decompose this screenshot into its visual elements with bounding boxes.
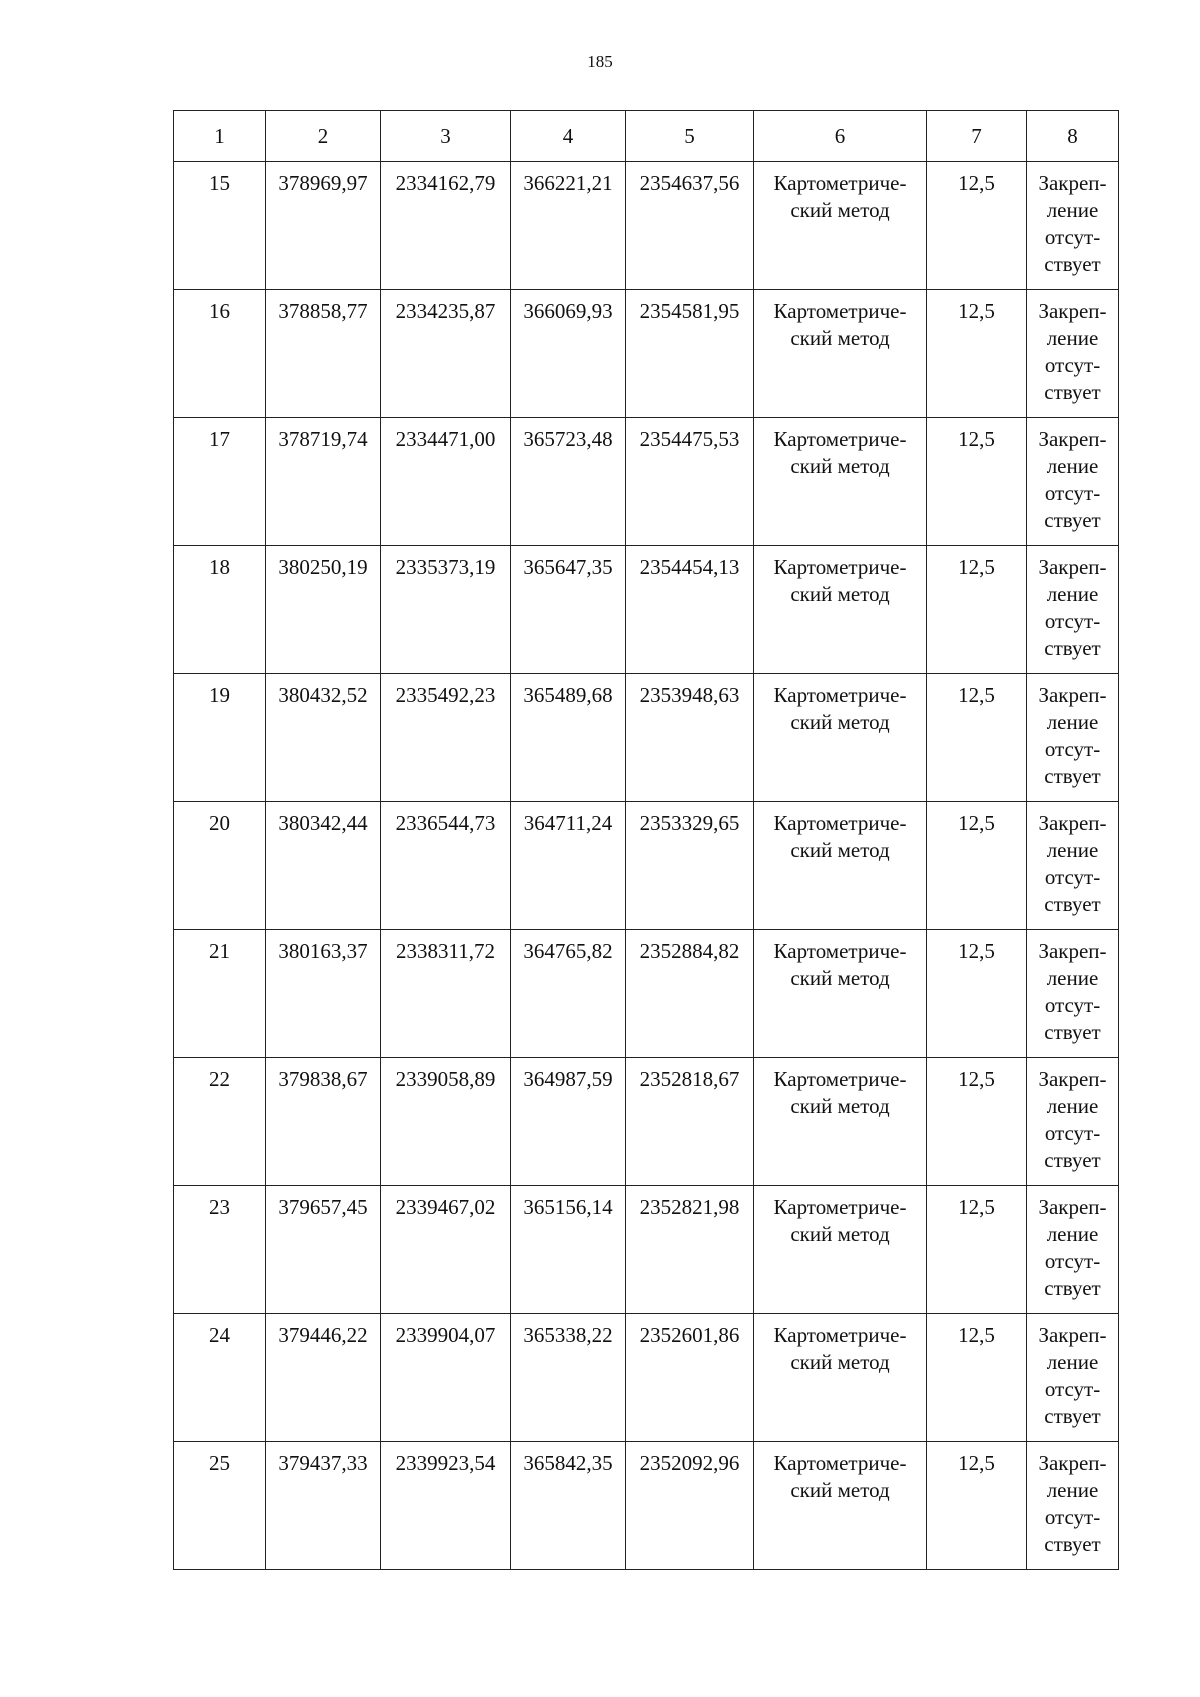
precision-cell: 12,5 (927, 930, 1027, 1058)
method-cell (754, 802, 927, 930)
precision-cell: 12,5 (927, 674, 1027, 802)
method-line: ский метод (790, 1094, 890, 1118)
fixing-line: ствует (1044, 1020, 1101, 1044)
x-coordinate-2-cell: 365156,14 (511, 1186, 626, 1314)
method-cell (754, 418, 927, 546)
fixing-line: Закреп- (1038, 1195, 1107, 1219)
y-coordinate-2-cell: 2354581,95 (626, 290, 754, 418)
fixing-line: Закреп- (1038, 1323, 1107, 1347)
method-cell (754, 1058, 927, 1186)
fixing-line: ствует (1044, 1404, 1101, 1428)
table-row (174, 290, 1119, 418)
x-coordinate-cell: 380432,52 (266, 674, 381, 802)
point-number-cell: 19 (174, 674, 266, 802)
method-line: ский метод (790, 198, 890, 222)
coordinates-table (173, 110, 1119, 1570)
fixing-line: ствует (1044, 764, 1101, 788)
header-row (174, 111, 1119, 162)
fixing-line: отсут- (1044, 1377, 1101, 1401)
fixing-line: ствует (1044, 252, 1101, 276)
fixing-line: отсут- (1044, 1121, 1101, 1145)
point-number-cell: 17 (174, 418, 266, 546)
fixing-line: отсут- (1044, 481, 1101, 505)
y-coordinate-cell: 2334471,00 (381, 418, 511, 546)
method-cell (754, 1442, 927, 1570)
fixing-line: ление (1046, 710, 1099, 734)
x-coordinate-cell: 380250,19 (266, 546, 381, 674)
fixing-line: ление (1046, 326, 1099, 350)
y-coordinate-cell: 2339058,89 (381, 1058, 511, 1186)
method-line: Картометриче- (773, 811, 907, 835)
x-coordinate-2-cell: 365723,48 (511, 418, 626, 546)
x-coordinate-2-cell: 364987,59 (511, 1058, 626, 1186)
point-number-cell: 25 (174, 1442, 266, 1570)
fixing-line: Закреп- (1038, 427, 1107, 451)
method-line: Картометриче- (773, 1067, 907, 1091)
fixing-cell (1027, 674, 1119, 802)
y-coordinate-2-cell: 2352884,82 (626, 930, 754, 1058)
method-cell (754, 290, 927, 418)
x-coordinate-2-cell: 366069,93 (511, 290, 626, 418)
x-coordinate-cell: 379437,33 (266, 1442, 381, 1570)
fixing-line: отсут- (1044, 993, 1101, 1017)
fixing-line: ствует (1044, 1276, 1101, 1300)
y-coordinate-2-cell: 2352092,96 (626, 1442, 754, 1570)
fixing-line: ление (1046, 966, 1099, 990)
fixing-line: Закреп- (1038, 939, 1107, 963)
precision-cell: 12,5 (927, 1186, 1027, 1314)
method-cell (754, 546, 927, 674)
fixing-line: ление (1046, 454, 1099, 478)
x-coordinate-cell: 380163,37 (266, 930, 381, 1058)
point-number-cell: 24 (174, 1314, 266, 1442)
method-line: Картометриче- (773, 939, 907, 963)
fixing-line: отсут- (1044, 1249, 1101, 1273)
method-line: ский метод (790, 1222, 890, 1246)
y-coordinate-2-cell: 2352601,86 (626, 1314, 754, 1442)
fixing-line: ление (1046, 582, 1099, 606)
fixing-cell (1027, 802, 1119, 930)
method-line: ский метод (790, 838, 890, 862)
point-number-cell: 15 (174, 162, 266, 290)
method-cell (754, 1314, 927, 1442)
point-number-cell: 16 (174, 290, 266, 418)
fixing-cell (1027, 290, 1119, 418)
table-row (174, 1442, 1119, 1570)
fixing-line: ствует (1044, 1532, 1101, 1556)
method-line: ский метод (790, 710, 890, 734)
fixing-line: отсут- (1044, 737, 1101, 761)
precision-cell: 12,5 (927, 290, 1027, 418)
fixing-line: ление (1046, 1094, 1099, 1118)
fixing-line: ствует (1044, 1148, 1101, 1172)
precision-cell: 12,5 (927, 1314, 1027, 1442)
table-body (174, 162, 1119, 1570)
y-coordinate-cell: 2338311,72 (381, 930, 511, 1058)
fixing-cell (1027, 1442, 1119, 1570)
fixing-line: ление (1046, 1222, 1099, 1246)
point-number-cell: 18 (174, 546, 266, 674)
fixing-line: ление (1046, 1478, 1099, 1502)
precision-cell: 12,5 (927, 1442, 1027, 1570)
fixing-line: отсут- (1044, 225, 1101, 249)
x-coordinate-cell: 378719,74 (266, 418, 381, 546)
y-coordinate-cell: 2339467,02 (381, 1186, 511, 1314)
method-line: Картометриче- (773, 1451, 907, 1475)
header-col-4: 4 (511, 111, 626, 162)
fixing-cell (1027, 546, 1119, 674)
table-row (174, 162, 1119, 290)
y-coordinate-cell: 2334162,79 (381, 162, 511, 290)
y-coordinate-2-cell: 2352818,67 (626, 1058, 754, 1186)
precision-cell: 12,5 (927, 418, 1027, 546)
header-col-8: 8 (1027, 111, 1119, 162)
point-number-cell: 21 (174, 930, 266, 1058)
fixing-line: отсут- (1044, 865, 1101, 889)
fixing-cell (1027, 930, 1119, 1058)
y-coordinate-2-cell: 2353948,63 (626, 674, 754, 802)
method-line: Картометриче- (773, 171, 907, 195)
fixing-line: ствует (1044, 380, 1101, 404)
header-col-2: 2 (266, 111, 381, 162)
method-cell (754, 162, 927, 290)
x-coordinate-2-cell: 365647,35 (511, 546, 626, 674)
fixing-line: Закреп- (1038, 171, 1107, 195)
method-line: Картометриче- (773, 1195, 907, 1219)
x-coordinate-cell: 378858,77 (266, 290, 381, 418)
fixing-cell (1027, 1058, 1119, 1186)
table-row (174, 418, 1119, 546)
x-coordinate-2-cell: 365842,35 (511, 1442, 626, 1570)
fixing-cell (1027, 1186, 1119, 1314)
table-row (174, 930, 1119, 1058)
method-line: Картометриче- (773, 299, 907, 323)
header-col-7: 7 (927, 111, 1027, 162)
table-row (174, 1314, 1119, 1442)
method-line: Картометриче- (773, 683, 907, 707)
method-line: ский метод (790, 966, 890, 990)
precision-cell: 12,5 (927, 1058, 1027, 1186)
fixing-line: Закреп- (1038, 299, 1107, 323)
method-cell (754, 930, 927, 1058)
y-coordinate-2-cell: 2352821,98 (626, 1186, 754, 1314)
x-coordinate-cell: 380342,44 (266, 802, 381, 930)
fixing-line: ствует (1044, 508, 1101, 532)
y-coordinate-2-cell: 2354475,53 (626, 418, 754, 546)
method-line: ский метод (790, 454, 890, 478)
fixing-line: Закреп- (1038, 1067, 1107, 1091)
fixing-line: ствует (1044, 636, 1101, 660)
method-cell (754, 1186, 927, 1314)
fixing-line: Закреп- (1038, 811, 1107, 835)
method-line: ский метод (790, 1478, 890, 1502)
page-number: 185 (587, 52, 613, 71)
y-coordinate-cell: 2335492,23 (381, 674, 511, 802)
method-cell (754, 674, 927, 802)
table-row (174, 802, 1119, 930)
x-coordinate-2-cell: 364711,24 (511, 802, 626, 930)
precision-cell: 12,5 (927, 546, 1027, 674)
fixing-line: отсут- (1044, 353, 1101, 377)
fixing-line: ление (1046, 198, 1099, 222)
fixing-cell (1027, 418, 1119, 546)
table-row (174, 1058, 1119, 1186)
fixing-line: Закреп- (1038, 1451, 1107, 1475)
x-coordinate-cell: 379838,67 (266, 1058, 381, 1186)
x-coordinate-2-cell: 364765,82 (511, 930, 626, 1058)
method-line: ский метод (790, 582, 890, 606)
fixing-line: ление (1046, 838, 1099, 862)
y-coordinate-2-cell: 2353329,65 (626, 802, 754, 930)
x-coordinate-cell: 379446,22 (266, 1314, 381, 1442)
header-col-3: 3 (381, 111, 511, 162)
x-coordinate-cell: 378969,97 (266, 162, 381, 290)
fixing-line: ление (1046, 1350, 1099, 1374)
point-number-cell: 22 (174, 1058, 266, 1186)
method-line: Картометриче- (773, 427, 907, 451)
fixing-line: Закреп- (1038, 683, 1107, 707)
method-line: ский метод (790, 1350, 890, 1374)
fixing-line: ствует (1044, 892, 1101, 916)
y-coordinate-cell: 2334235,87 (381, 290, 511, 418)
precision-cell: 12,5 (927, 162, 1027, 290)
x-coordinate-2-cell: 365338,22 (511, 1314, 626, 1442)
y-coordinate-cell: 2336544,73 (381, 802, 511, 930)
header-col-6: 6 (754, 111, 927, 162)
fixing-line: отсут- (1044, 609, 1101, 633)
x-coordinate-2-cell: 365489,68 (511, 674, 626, 802)
fixing-line: отсут- (1044, 1505, 1101, 1529)
table-row (174, 546, 1119, 674)
x-coordinate-2-cell: 366221,21 (511, 162, 626, 290)
y-coordinate-2-cell: 2354454,13 (626, 546, 754, 674)
header-col-5: 5 (626, 111, 754, 162)
fixing-line: Закреп- (1038, 555, 1107, 579)
header-col-1: 1 (174, 111, 266, 162)
table-header (174, 111, 1119, 162)
fixing-cell (1027, 162, 1119, 290)
point-number-cell: 20 (174, 802, 266, 930)
table-row (174, 1186, 1119, 1314)
y-coordinate-cell: 2335373,19 (381, 546, 511, 674)
x-coordinate-cell: 379657,45 (266, 1186, 381, 1314)
precision-cell: 12,5 (927, 802, 1027, 930)
y-coordinate-cell: 2339923,54 (381, 1442, 511, 1570)
table-row (174, 674, 1119, 802)
method-line: Картометриче- (773, 555, 907, 579)
y-coordinate-cell: 2339904,07 (381, 1314, 511, 1442)
point-number-cell: 23 (174, 1186, 266, 1314)
method-line: ский метод (790, 326, 890, 350)
fixing-cell (1027, 1314, 1119, 1442)
method-line: Картометриче- (773, 1323, 907, 1347)
y-coordinate-2-cell: 2354637,56 (626, 162, 754, 290)
